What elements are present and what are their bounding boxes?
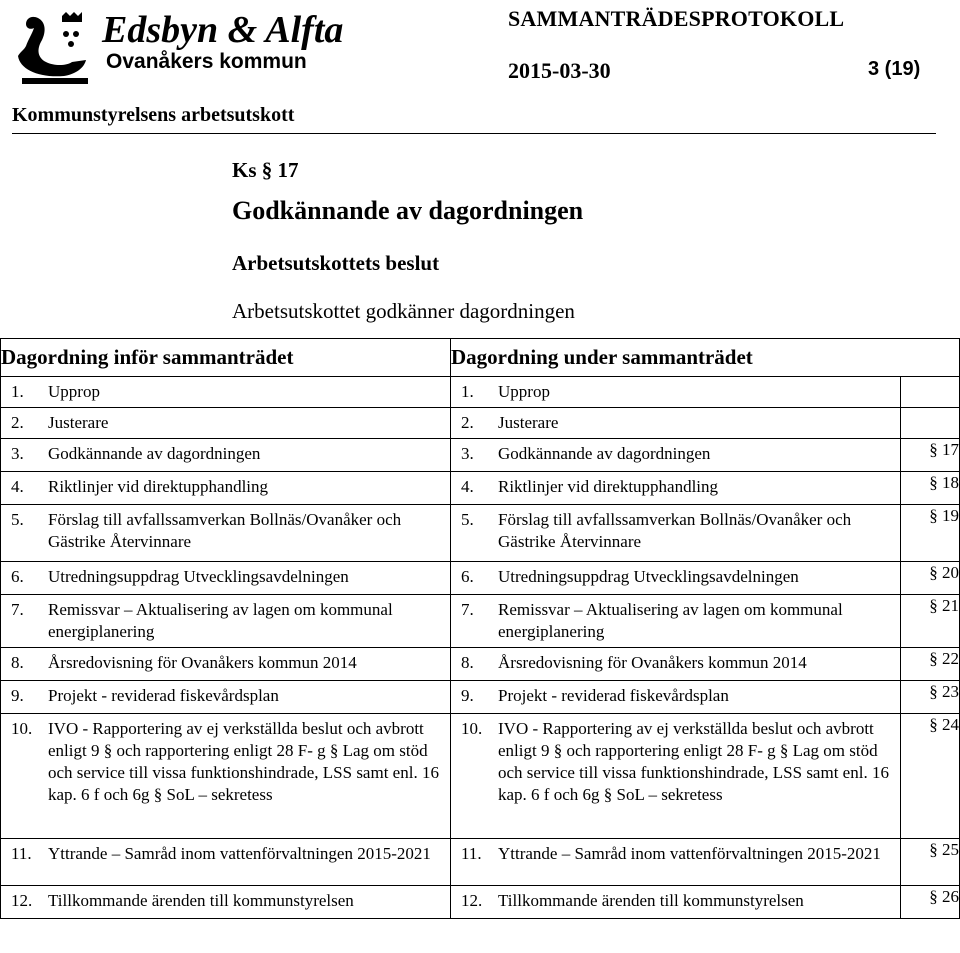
agenda-item-text: Projekt - reviderad fiskevårdsplan [48,686,279,705]
header-during-meeting: Dagordning under sammanträdet [451,339,960,377]
agenda-item-text: IVO - Rapportering av ej verkställda beslut och avbrott enligt 9 § och rapportering enligt 28 F- g § Lag om stöd och service till vissa funktionshindrade, LSS samt enl. 16 kap. 6 f och 6g § SoL – sekretess [48,719,439,804]
agenda-item-number: 9. [461,686,474,705]
table-row [1,472,960,505]
header-divider [12,133,936,134]
cell-before-meeting [1,886,451,919]
table-row [1,839,960,886]
agenda-item-number: 4. [461,477,474,496]
table-row [1,505,960,562]
table-row [1,681,960,714]
page-number: 3 (19) [868,58,921,80]
agenda-item-number: 5. [11,510,24,529]
table-row [1,377,960,408]
paragraph-reference: § 18 [901,472,960,505]
cell-during-meeting [451,839,901,886]
cell-during-meeting [451,439,901,472]
table-row [1,408,960,439]
table-row [1,714,960,839]
cell-before-meeting [1,595,451,648]
agenda-item-number: 8. [11,653,24,672]
agenda-item-number: 12. [461,891,483,910]
agenda-item-text: Årsredovisning för Ovanåkers kommun 2014 [498,653,807,672]
cell-before-meeting [1,439,451,472]
agenda-item-number: 3. [461,444,474,463]
agenda-item-text: Upprop [48,382,100,401]
table-row [1,886,960,919]
committee-name: Kommunstyrelsens arbetsutskott [12,104,295,126]
cell-during-meeting [451,408,901,439]
cell-during-meeting [451,681,901,714]
agenda-item-text: IVO - Rapportering av ej verkställda beslut och avbrott enligt 9 § och rapportering enligt 28 F- g § Lag om stöd och service till vissa funktionshindrade, LSS samt enl. 16 kap. 6 f och 6g § SoL – sekretess [498,719,889,804]
municipality-logo [10,4,370,88]
agenda-item-text: Utredningsuppdrag Utvecklingsavdelningen [498,567,799,586]
agenda-item-number: 2. [461,413,474,432]
agenda-item-number: 12. [11,891,33,910]
paragraph-reference: § 24 [901,714,960,839]
paragraph-reference: § 23 [901,681,960,714]
agenda-header-row [1,339,960,377]
cell-during-meeting [451,505,901,562]
cell-during-meeting [451,595,901,648]
paragraph-reference: § 17 [901,439,960,472]
agenda-item-number: 3. [11,444,24,463]
table-row [1,562,960,595]
document-type: SAMMANTRÄDESPROTOKOLL [508,6,845,31]
agenda-item-number: 10. [11,719,33,738]
cell-before-meeting [1,681,451,714]
agenda-item-text: Upprop [498,382,550,401]
agenda-item-number: 1. [11,382,24,401]
cell-before-meeting [1,839,451,886]
paragraph-reference: § 25 [901,839,960,886]
decision-heading: Arbetsutskottets beslut [232,251,440,275]
meeting-date: 2015-03-30 [508,58,611,83]
agenda-item-text: Förslag till avfallssamverkan Bollnäs/Ovanåker och Gästrike Återvinnare [48,510,402,551]
cell-before-meeting [1,562,451,595]
cell-during-meeting [451,714,901,839]
cell-during-meeting [451,562,901,595]
agenda-item-text: Remissvar – Aktualisering av lagen om kommunal energiplanering [498,600,843,641]
cell-during-meeting [451,377,901,408]
agenda-item-number: 10. [461,719,483,738]
cell-during-meeting [451,886,901,919]
agenda-item-text: Justerare [498,413,559,432]
cell-during-meeting [451,472,901,505]
cell-before-meeting [1,408,451,439]
agenda-item-text: Godkännande av dagordningen [48,444,261,463]
paragraph-reference: § 26 [901,886,960,919]
agenda-item-text: Tillkommande ärenden till kommunstyrelsen [498,891,804,910]
agenda-item-number: 1. [461,382,474,401]
agenda-item-number: 9. [11,686,24,705]
table-row [1,648,960,681]
paragraph-reference [901,377,960,408]
agenda-item-text: Yttrande – Samråd inom vattenförvaltningen 2015-2021 [498,844,881,863]
agenda-item-number: 6. [461,567,474,586]
agenda-item-text: Justerare [48,413,109,432]
agenda-item-text: Projekt - reviderad fiskevårdsplan [498,686,729,705]
agenda-table [0,338,960,919]
paragraph-reference: § 19 [901,505,960,562]
paragraph-reference: § 22 [901,648,960,681]
header-before-meeting: Dagordning inför sammanträdet [1,339,451,377]
paragraph-reference: § 20 [901,562,960,595]
agenda-item-number: 11. [11,844,32,863]
table-row [1,595,960,648]
agenda-item-number: 2. [11,413,24,432]
svg-text:Edsbyn & Alfta: Edsbyn & Alfta [102,9,344,51]
table-row [1,439,960,472]
cell-before-meeting [1,377,451,408]
paragraph-reference: § 21 [901,595,960,648]
agenda-item-text: Riktlinjer vid direktupphandling [48,477,269,496]
cell-before-meeting [1,472,451,505]
agenda-item-text: Tillkommande ärenden till kommunstyrelsen [48,891,354,910]
cell-before-meeting [1,505,451,562]
swan-emblem-icon [12,6,92,86]
cell-before-meeting [1,648,451,681]
agenda-item-number: 11. [461,844,482,863]
agenda-item-text: Yttrande – Samråd inom vattenförvaltningen 2015-2021 [48,844,431,863]
agenda-item-number: 7. [11,600,24,619]
agenda-item-text: Årsredovisning för Ovanåkers kommun 2014 [48,653,357,672]
agenda-item-text: Utredningsuppdrag Utvecklingsavdelningen [48,567,349,586]
cell-during-meeting [451,648,901,681]
agenda-item-number: 8. [461,653,474,672]
agenda-item-number: 4. [11,477,24,496]
decision-text: Arbetsutskottet godkänner dagordningen [232,299,575,323]
agenda-item-text: Riktlinjer vid direktupphandling [498,477,719,496]
section-reference: Ks § 17 [232,158,299,182]
section-title: Godkännande av dagordningen [232,196,584,225]
agenda-item-text: Förslag till avfallssamverkan Bollnäs/Ovanåker och Gästrike Återvinnare [498,510,852,551]
agenda-item-text: Remissvar – Aktualisering av lagen om kommunal energiplanering [48,600,393,641]
agenda-body [1,377,960,919]
svg-text:Ovanåkers kommun: Ovanåkers kommun [106,50,307,73]
agenda-item-text: Godkännande av dagordningen [498,444,711,463]
paragraph-reference [901,408,960,439]
agenda-item-number: 5. [461,510,474,529]
agenda-item-number: 6. [11,567,24,586]
agenda-item-number: 7. [461,600,474,619]
cell-before-meeting [1,714,451,839]
